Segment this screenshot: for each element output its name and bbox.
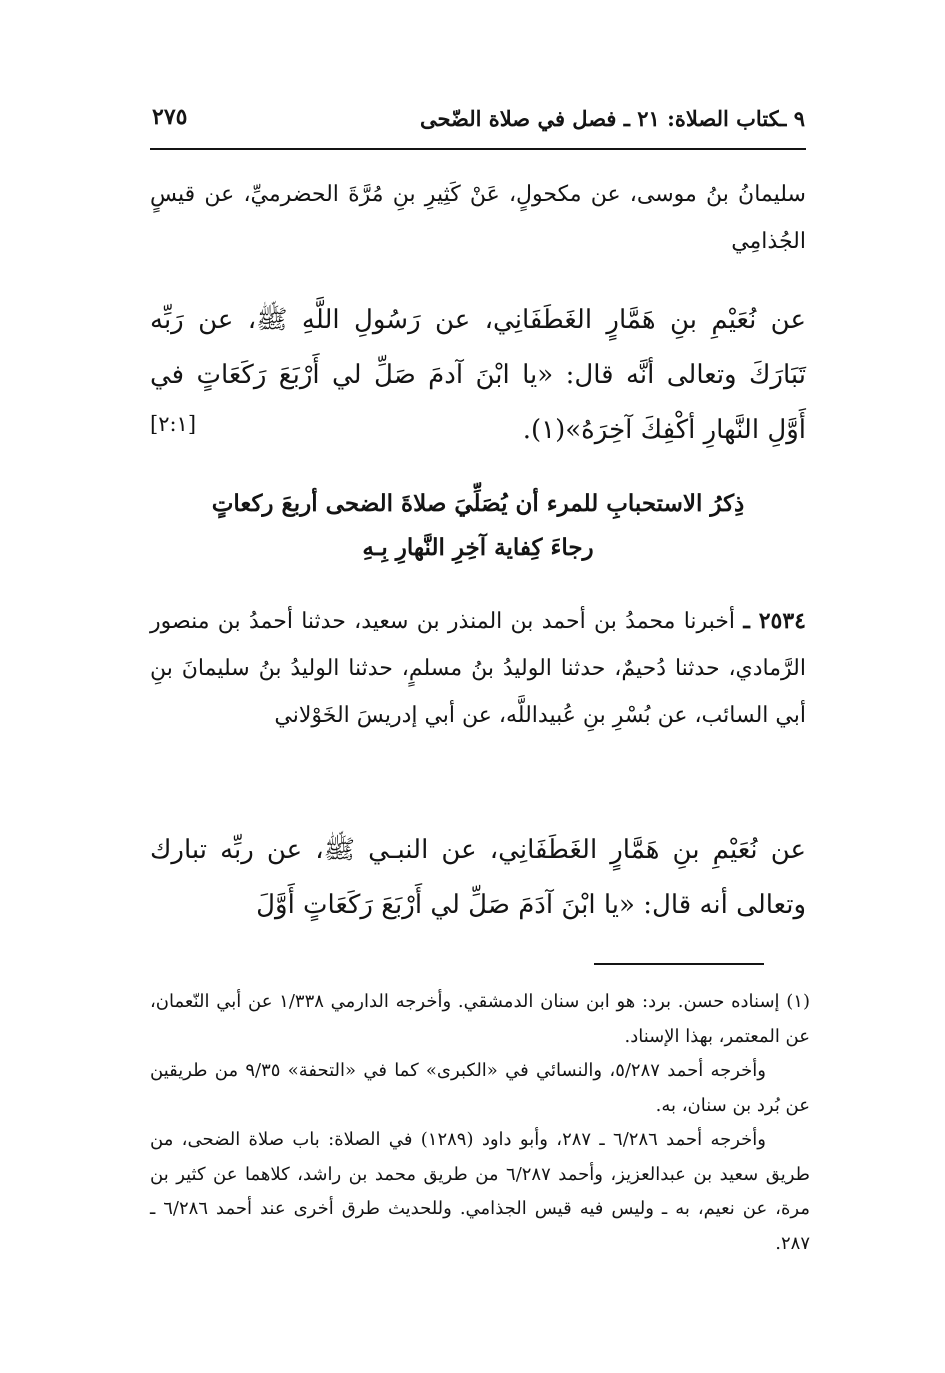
page-number: ٢٧٥ [152, 104, 188, 130]
hadith-1-isnad: سليمانُ بنُ موسى، عن مكحولٍ، عَنْ كَثِيرِ بنِ مُرَّةَ الحضرميِّ، عن قيسٍ الجُذامِي [150, 182, 806, 254]
running-header [150, 104, 805, 144]
chapter-title: ٩ ـكتاب الصلاة: ٢١ ـ فصل في صلاة الضّحى [419, 106, 805, 131]
header-divider [150, 148, 806, 150]
hadith-2-matn: عن نُعَيْمِ بنِ هَمَّارٍ الغَطَفَانِي، عن النبـي ﷺ، عن ربِّه تبارك وتعالى أنه قال: «يا ابْنَ آدَمَ صَلِّ لي أَرْبَعَ رَكَعَاتٍ أَوَّلَ [150, 835, 806, 920]
hadith-number: ٢٥٣٤ ـ [743, 608, 806, 634]
footnote-divider [594, 963, 764, 965]
section-heading [150, 482, 806, 570]
hadith-1-reference: [٢:١] [150, 412, 197, 436]
hadith-1-matn: عن نُعَيْمِ بنِ هَمَّارٍ الغَطَفَانِي، عن رَسُولِ اللَّهِ ﷺ، عن رَبِّه تَبَارَكَ وتعالى أنَّه قال: «يا ابْنَ آدمَ صَلِّ لي أَرْبَعَ رَكَعَاتٍ في أَوَّلِ النَّهارِ أكْفِكَ آخِرَهُ»(١). [150, 305, 806, 445]
section-heading-line-1: ذِكرُ الاستحبابِ للمرء أن يُصَلِّيَ صلاةَ الضحى أربعَ ركعاتٍ [211, 490, 745, 517]
section-heading-line-2: رجاءَ كِفاية آخِرِ النَّهارِ بِـهِ [362, 534, 594, 561]
hadith-2-isnad [150, 598, 806, 739]
footnotes [150, 985, 810, 1261]
footnote-1-para-2: وأخرجه أحمد ٥/٢٨٧، والنسائي في «الكبرى» كما في «التحفة» ٩/٣٥ من طريقين عن بُرد بن سنان، به. [150, 1060, 810, 1116]
footnote-1: (١) إسناده حسن. برد: هو ابن سنان الدمشقي. وأخرجه الدارمي ١/٣٣٨ عن أبي النّعمان، عن المعتمر، بهذا الإسناد. [150, 991, 810, 1047]
footnote-1-para-3: وأخرجه أحمد ٦/٢٨٦ ـ ٢٨٧، وأبو داود (١٢٨٩) في الصلاة: باب صلاة الضحى، من طريق سعيد بن عبدالعزيز، وأحمد ٦/٢٨٧ من طريق محمد بن راشد، كلاهما عن كثير بن مرة، عن نعيم، به ـ وليس فيه قيس الجذامي. وللحديث طرق أخرى عند أحمد ٦/٢٨٦ ـ ٢٨٧. [150, 1129, 810, 1254]
hadith-2-isnad-text: أخبرنا محمدُ بن أحمد بن المنذر بن سعيد، حدثنا أحمدُ بن منصور الرَّمادي، حدثنا دُحيمٌ، حدثنا الوليدُ بنُ مسلمٍ، حدثنا الوليدُ بنُ سليمانَ بنِ أبي السائب، عن بُسْرِ بنِ عُبيداللَّه، عن أبي إدريسَ الخَوْلاني [150, 609, 806, 728]
